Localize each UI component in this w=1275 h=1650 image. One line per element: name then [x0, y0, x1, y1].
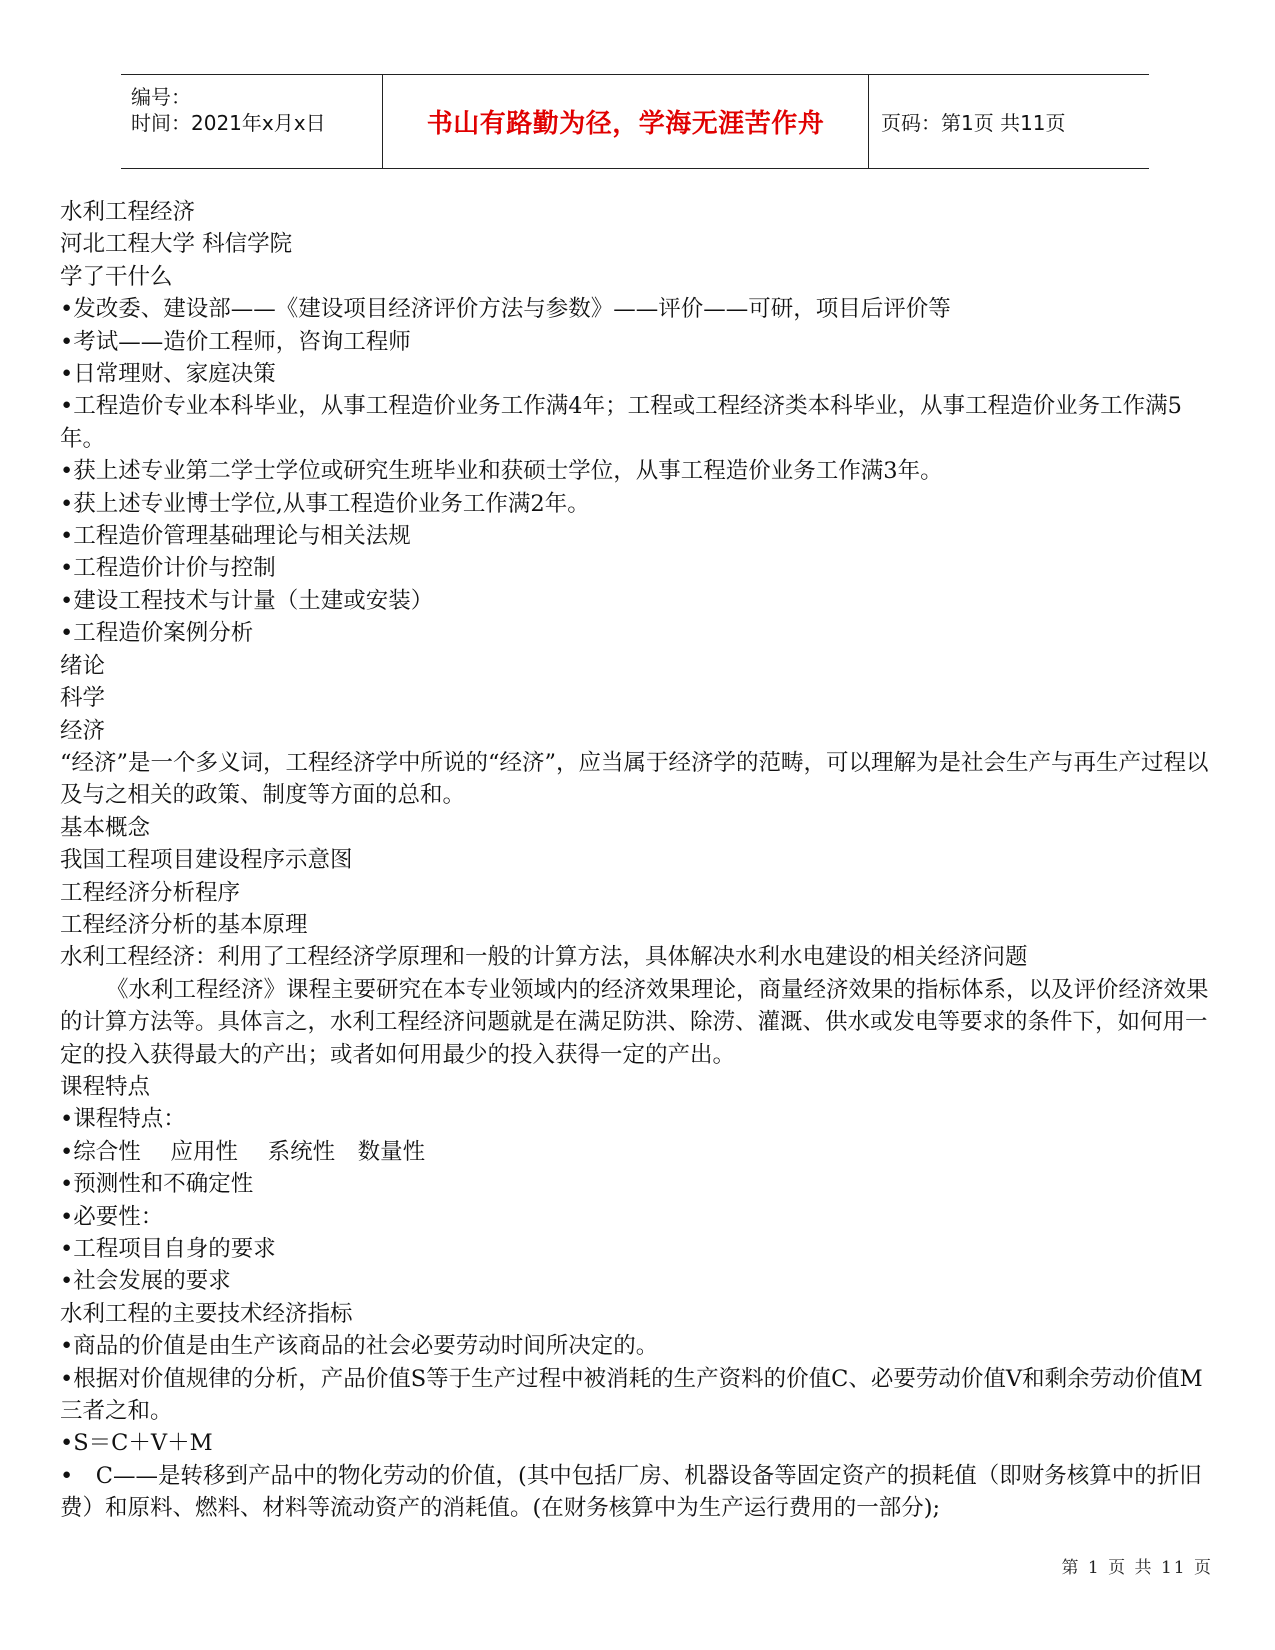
paragraph: •社会发展的要求	[60, 1268, 231, 1295]
paragraph: •根据对价值规律的分析，产品价值S等于生产过程中被消耗的生产资料的价值C、必要劳动价值V和剩余劳动价值M三者之和。	[60, 1365, 1203, 1425]
paragraph: 基本概念	[60, 814, 151, 841]
paragraph: •S＝C＋V＋M	[60, 1430, 213, 1457]
paragraph: •工程造价专业本科毕业，从事工程造价业务工作满4年；工程或工程经济类本科毕业，从事工程造价业务工作满5年。	[60, 393, 1182, 452]
page-footer: 第 1 页 共 11 页	[1061, 1558, 1213, 1578]
document-number-label: 编号：	[131, 85, 191, 109]
document-body	[60, 196, 1218, 1525]
header-table	[121, 74, 1149, 169]
header-motto-cell	[383, 75, 869, 168]
paragraph: 经济	[60, 717, 106, 744]
paragraph: 水利工程的主要技术经济指标	[60, 1300, 353, 1327]
document-time-label: 时间：2021年x月x日	[131, 111, 326, 135]
paragraph: •获上述专业博士学位,从事工程造价业务工作满2年。	[60, 490, 590, 517]
header-motto: 书山有路勤为径，学海无涯苦作舟	[426, 109, 825, 139]
paragraph: •综合性 应用性 系统性 数量性	[60, 1138, 426, 1165]
header-page-info: 页码：第1页 共11页	[881, 111, 1066, 135]
paragraph: •获上述专业第二学士学位或研究生班毕业和获硕士学位，从事工程造价业务工作满3年。	[60, 458, 943, 485]
paragraph: 绪论	[60, 652, 106, 679]
paragraph: 工程经济分析程序	[60, 879, 241, 906]
paragraph: •工程项目自身的要求	[60, 1236, 276, 1262]
paragraph: 《水利工程经济》课程主要研究在本专业领域内的经济效果理论，商量经济效果的指标体系，以及评价经济效果的计算方法等。具体言之，水利工程经济问题就是在满足防洪、除涝、灌溉、供水或发电等要求的条件下，如何用一定的投入获得最大的产出；或者如何用最少的投入获得一定的产出。	[60, 976, 1209, 1068]
paragraph: •商品的价值是由生产该商品的社会必要劳动时间所决定的。	[60, 1333, 659, 1360]
paragraph: •工程造价管理基础理论与相关法规	[60, 523, 411, 550]
paragraph: •工程造价案例分析	[60, 620, 254, 647]
paragraph: 水利工程经济：利用了工程经济学原理和一般的计算方法，具体解决水利水电建设的相关经济问题	[60, 944, 1028, 971]
paragraph: “经济”是一个多义词，工程经济学中所说的“经济”，应当属于经济学的范畴，可以理解为是社会生产与再生产过程以及与之相关的政策、制度等方面的总和。	[60, 749, 1209, 809]
paragraph: 水利工程经济	[60, 199, 196, 225]
paragraph: 河北工程大学 科信学院	[60, 231, 293, 258]
paragraph: •课程特点：	[60, 1106, 186, 1133]
paragraph: •预测性和不确定性	[60, 1171, 254, 1198]
paragraph: •日常理财、家庭决策	[60, 361, 276, 388]
paragraph: 我国工程项目建设程序示意图	[60, 847, 353, 874]
paragraph: •工程造价计价与控制	[60, 555, 276, 582]
paragraph: 科学	[60, 685, 106, 712]
header-page-cell	[869, 75, 1149, 168]
paragraph: • C——是转移到产品中的物化劳动的价值，(其中包括厂房、机器设备等固定资产的损耗值（即财务核算中的折旧费）和原料、燃料、材料等流动资产的消耗值。(在财务核算中为生产运行费用的一部分);	[60, 1462, 1202, 1522]
paragraph: •必要性：	[60, 1203, 164, 1230]
paragraph: 学了干什么	[60, 263, 173, 290]
paragraph: 课程特点	[60, 1073, 151, 1100]
paragraph: •建设工程技术与计量（土建或安装）	[60, 587, 434, 614]
paragraph: •考试——造价工程师，咨询工程师	[60, 328, 411, 355]
header-meta-cell	[121, 75, 383, 168]
paragraph: •发改委、建设部——《建设项目经济评价方法与参数》——评价——可研，项目后评价等	[60, 296, 951, 323]
paragraph: 工程经济分析的基本原理	[60, 911, 308, 938]
